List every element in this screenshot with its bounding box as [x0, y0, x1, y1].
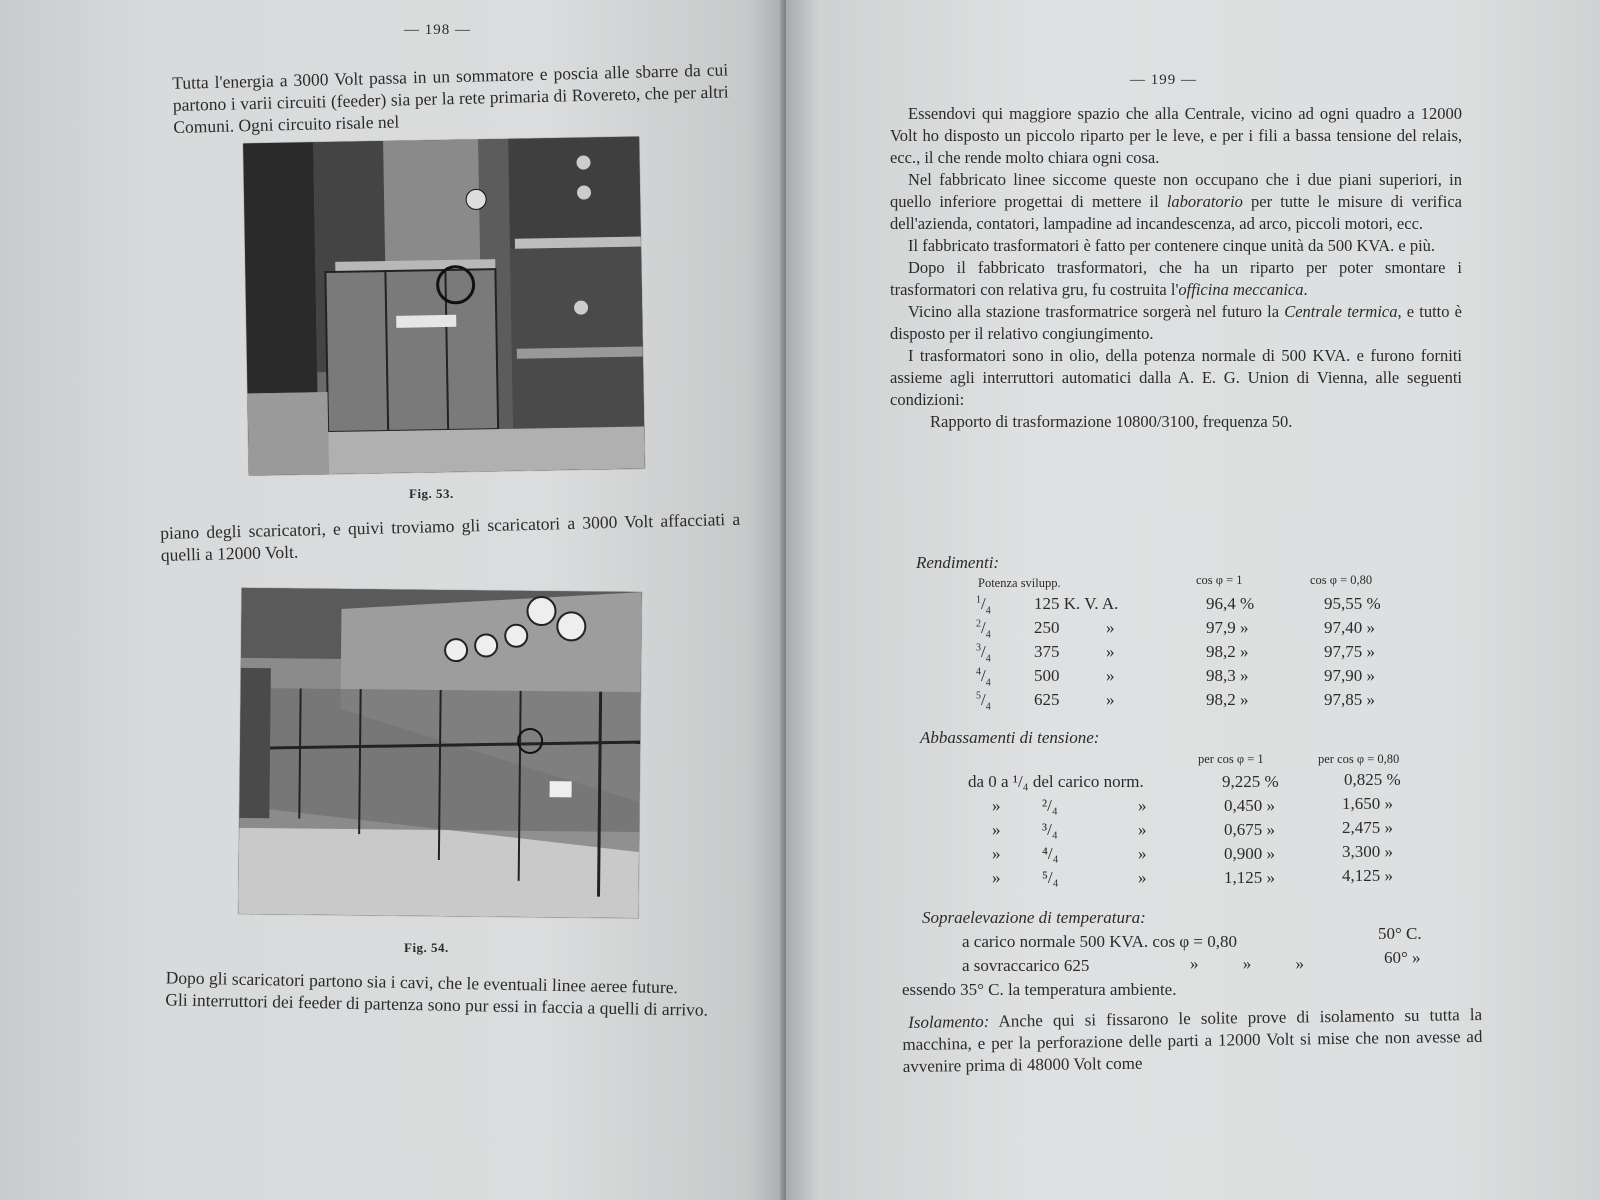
figure-54-caption: Fig. 54.	[404, 940, 449, 955]
right-page: — 199 — Essendovi qui maggiore spazio che alla Centrale, vicino ad ogni quadro a 12000 Volt ho disposto un piccolo riparto per le leve, e per i fili a bassa tensione del relais, ecc., il che rende molto chiara ogni cosa. Nel fabbricato linee siccome queste non occupano che i due piani superiori, in quello inferiore progettai di mettere il laboratorio per tutte le misure di verifica dell'azienda, contatori, lampadine ad incandescenza, ad arco, piccoli motori, ecc. Il fabbricato trasformatori è fatto per contenere cinque unità da 500 KVA. e più. Dopo il fabbricato trasformatori, che ha un riparto per poter smontare i trasformatori con relativa gru, fu costruita l'officina meccanica. Vicino alla stazione trasformatrice sorgerà nel futuro la Centrale termica, e tutto è disposto per il relativo congiungimento. I trasformatori sono in olio, della potenza normale di 500 KVA. e furono forniti assieme agli interruttori automatici dalla A. E. G. Union di Vienna, alle seguenti condizioni: Rapporto di trasformazione 10800/3100, frequenza 50. Rendimenti: Potenza svilupp. cos φ = 1 cos φ = 0,80 $^1/_4$ 125 K. V. A. 96,4 % 95,55 % $^2/_4$ 250 » 97,9 » 97,40 » $^3/_4$ 375 » 98,2 » 97,75 » $^4/_4$ 500 » 98,3 » 97,90 » $^5/_4$ 625 » 98,2 » 97,85 » Abbassamenti di tensione: per cos φ = 1 per cos φ = 0,80 da 0 a ¹/₄ del carico norm. 9,225 % 0,825 % » ²/₄ » 0,450 » 1,650 » » ³/₄ » 0,675 » 2,475 » » ⁴/₄ » 0,900 » 3,300 » » ⁵/₄ » 1,125 » 4,125 » Sopraelevazione di temperatura: a carico normale 500 KVA. cos φ = 0,80 50° C. a sovraccarico 625 » » » 60° » essendo 35° C. la temperatura ambiente. Isolamento: Anche qui si fissarono le solite prove di isolamento su tutta la macchina, e per la perforazione delle parti a 12000 Volt si mise che non avesse ad avvenire prima di 48000 Volt come	[786, 0, 1600, 1200]
col-potenza-header: Potenza svilupp.	[978, 576, 1061, 590]
abb-col-cos1-header: per cos φ = 1	[1198, 752, 1264, 766]
paragraph-bottom: Dopo gli scaricatori partono sia i cavi, che le eventuali linee aeree future. Gli interruttori dei feeder di partenza sono pur essi in faccia a quelli di arrivo.	[165, 967, 709, 1020]
temperatura-line1-value: 50° C.	[1378, 924, 1422, 943]
figure-53-photo	[243, 137, 645, 476]
switchgear-photo-image	[243, 137, 645, 476]
abb-col-cos080-header: per cos φ = 0,80	[1318, 752, 1400, 766]
page-number-left: — 198 —	[404, 22, 471, 38]
figure-54-photo	[238, 588, 641, 918]
paragraph-top: Tutta l'energia a 3000 Volt passa in un sommatore e poscia alle sbarre da cui partono i varii circuiti (feeder) sia per la rete primaria di Rovereto, che per altri Comuni. Ogni circuito risale nel	[172, 59, 729, 137]
page-number-right: — 199 —	[1130, 72, 1197, 88]
temperatura-heading: Sopraelevazione di temperatura:	[922, 908, 1146, 927]
temperatura-line1: a carico normale 500 KVA. cos φ = 0,80	[962, 932, 1237, 951]
right-page-body: Essendovi qui maggiore spazio che alla Centrale, vicino ad ogni quadro a 12000 Volt ho disposto un piccolo riparto per le leve, e per i fili a bassa tensione del relais, ecc., il che rende molto chiara ogni cosa. Nel fabbricato linee siccome queste non occupano che i due piani superiori, in quello inferiore progettai di mettere il laboratorio per tutte le misure di verifica dell'azienda, contatori, lampadine ad incandescenza, ad arco, piccoli motori, ecc. Il fabbricato trasformatori è fatto per contenere cinque unità da 500 KVA. e più. Dopo il fabbricato trasformatori, che ha un riparto per poter smontare i trasformatori con relativa gru, fu costruita l'officina meccanica. Vicino alla stazione trasformatrice sorgerà nel futuro la Centrale termica, e tutto è disposto per il relativo congiungimento. I trasformatori sono in olio, della potenza normale di 500 KVA. e furono forniti assieme agli interruttori automatici dalla A. E. G. Union di Vienna, alle seguenti condizioni: Rapporto di trasformazione 10800/3100, frequenza 50.	[890, 104, 1462, 431]
col-cos1-header: cos φ = 1	[1196, 573, 1243, 587]
figure-53-caption: Fig. 53.	[409, 486, 454, 501]
paragraph-centrale: Vicino alla stazione trasformatrice sorgerà nel futuro la Centrale termica, e tutto è disposto per il relativo congiungimento.	[890, 302, 1462, 343]
paragraph-laboratorio: Nel fabbricato linee siccome queste non occupano che i due piani superiori, in quello inferiore progettai di mettere il laboratorio per tutte le misure di verifica dell'azienda, contatori, lampadine ad incandescenza, ad arco, piccoli motori, ecc.	[890, 170, 1462, 233]
rendimenti-heading: Rendimenti:	[916, 553, 1000, 572]
paragraph-officina: Dopo il fabbricato trasformatori, che ha un riparto per poter smontare i trasformatori con relativa gru, fu costruita l'officina meccanica.	[890, 258, 1462, 299]
left-page	[0, 0, 786, 1200]
abbassamenti-heading: Abbassamenti di tensione:	[920, 728, 1100, 747]
col-cos080-header: cos φ = 0,80	[1310, 573, 1373, 587]
temperatura-line2-ditto: » » »	[1190, 954, 1304, 973]
isolamento-heading: Isolamento:	[908, 1011, 990, 1032]
temperatura-line2: a sovraccarico 625	[962, 956, 1090, 975]
temperatura-line2-value: 60° »	[1384, 948, 1421, 967]
temperatura-line3: essendo 35° C. la temperatura ambiente.	[902, 980, 1177, 999]
switchboard-hall-photo-image	[238, 588, 641, 918]
isolamento-paragraph: Isolamento: Anche qui si fissarono le solite prove di isolamento su tutta la macchina, e per la perforazione delle parti a 12000 Volt si mise che non avesse ad avvenire prima di 48000 Volt come	[902, 1004, 1483, 1076]
paragraph-middle: piano degli scaricatori, e quivi troviamo gli scaricatori a 3000 Volt affacciati a quelli a 12000 Volt.	[160, 508, 741, 565]
